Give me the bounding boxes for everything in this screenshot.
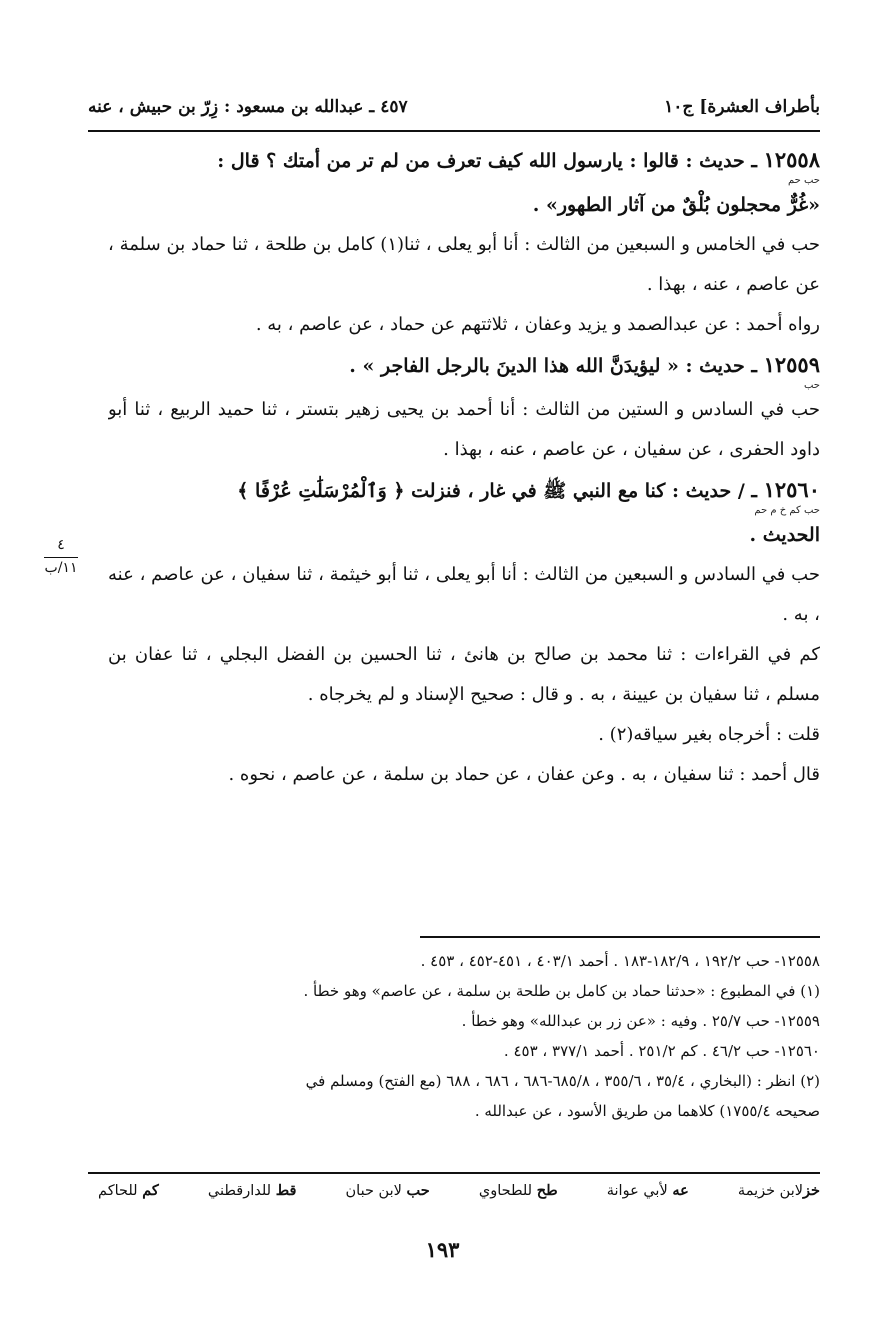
text-line: قلت : أخرجاه بغير سياقه(٢) . <box>598 724 820 745</box>
abbreviation-item <box>607 1182 689 1212</box>
hadith-entry-12560 <box>108 470 820 795</box>
abbreviation-name: لابن خزيمة <box>737 1183 804 1199</box>
abbreviation-item <box>208 1182 296 1212</box>
folio-number: ٤ <box>57 537 65 553</box>
footnote-line: ١٢٥٥٨- حب ١٩٢/٢ ، ١٨٢/٩-١٨٣ . أحمد ٤٠٣/١ ، ٤٥١-٤٥٢ ، ٤٥٣ . <box>420 952 820 970</box>
abbreviation-code: عه <box>672 1182 689 1199</box>
isnad-paragraph <box>108 390 820 470</box>
isnad-paragraph <box>108 305 820 345</box>
footnote-line: ١٢٥٥٩- حب ٢٥/٧ . وفيه : «عن زر بن عبدالله» وهو خطأ . <box>461 1012 820 1030</box>
footnote-rule <box>420 936 820 938</box>
abbreviation-code: كم <box>142 1182 159 1199</box>
text-line: كم في القراءات : ثنا محمد بن صالح بن هانئ ، ثنا الحسين بن الفضل البجلي ، <box>205 644 820 665</box>
main-text <box>108 140 820 920</box>
abbreviation-name: لابن حبان <box>345 1183 402 1199</box>
abbreviation-item <box>98 1182 159 1212</box>
abbreviation-item <box>346 1182 430 1212</box>
text-line: ثنا عفان بن مسلم ، ثنا سفيان بن عيينة ، به . و قال : صحيح الإسناد و لم يخرجاه . <box>108 644 820 705</box>
hadith-entry-12559 <box>108 345 820 470</box>
isnad-paragraph <box>108 225 820 305</box>
abbreviation-key <box>98 1182 820 1212</box>
text-line: سفيان ، عن عاصم ، عنه ، به . <box>108 564 820 625</box>
manuscript-folio-note <box>36 535 86 578</box>
abbreviation-name: للطحاوي <box>478 1183 533 1199</box>
abbreviation-code: طح <box>536 1182 558 1199</box>
footnote-line: (١) في المطبوع : «حدثنا حماد بن كامل بن طلحة بن سلمة ، عن عاصم» وهو خطأ . <box>303 982 820 1000</box>
page-number: ١٩٣ <box>425 1237 460 1262</box>
running-header <box>88 90 820 124</box>
footnote-line: ١٢٥٦٠- حب ٤٦/٢ . كم ٢٥١/٢ . أحمد ٣٧٧/١ ، ٤٥٣ . <box>503 1042 820 1060</box>
abbreviation-item <box>479 1182 558 1212</box>
abbreviation-name: لأبي عوانة <box>606 1183 668 1199</box>
folio-rule <box>44 557 78 558</box>
abbreviation-item <box>738 1182 820 1212</box>
abbreviation-code: خز <box>803 1182 820 1199</box>
hadith-text: ـ حديث : « ليؤيدَنَّ الله هذا الدينَ بالرجل الفاجر » . <box>349 355 757 377</box>
text-line: حماد بن سلمة ، عن عاصم ، عنه ، بهذا . <box>108 234 820 295</box>
text-line: حب في السادس و السبعين من الثالث : أنا أبو يعلى ، ثنا أبو خيثمة ، ثنا <box>296 564 820 585</box>
footnote-line: (٢) انظر : (البخاري ، ٣٥/٤ ، ٣٥٥/٦ ، ٦٨٥/٨-٦٨٦ ، ٦٨٦ ، ٦٨٨ (مع الفتح) ومسلم في <box>305 1072 820 1090</box>
folio-ref: ١١/ب <box>44 560 78 576</box>
hadith-text: ـ حديث : قالوا : يارسول الله كيف تعرف من لم تر من أمتك ؟ قال : <box>217 150 757 172</box>
hadith-text: «غُرٌّ محجلون بُلْقٌ من آثار الطهور» . <box>532 194 820 216</box>
comment-paragraph <box>108 715 820 755</box>
hadith-text: ـ / حديث : كنا مع النبي ﷺ في غار ، فنزلت ﴿ وَٱلْمُرْسَلَٰتِ عُرْفًا ﴾ <box>237 480 757 502</box>
hadith-text: الحديث . <box>749 524 820 546</box>
footnotes <box>108 946 820 1126</box>
hadith-entry-12558 <box>108 140 820 345</box>
text-line: رواه أحمد : عن عبدالصمد و يزيد وعفان ، ثلاثتهم عن حماد ، عن عاصم ، به . <box>255 314 820 335</box>
isnad-paragraph <box>108 635 820 715</box>
abbreviation-code: قط <box>275 1182 297 1199</box>
abbreviation-name: للحاكم <box>98 1183 138 1199</box>
source-marks: حب <box>803 380 820 391</box>
text-line: نحوه . <box>228 764 276 785</box>
footnote-line: صحيحه ١٧٥٥/٤) كلاهما من طريق الأسود ، عن عبدالله . <box>474 1102 820 1120</box>
isnad-paragraph <box>108 755 820 795</box>
source-marks: حب كم خ م حم <box>754 505 820 516</box>
abbreviation-code: حب <box>406 1182 430 1199</box>
isnad-paragraph <box>108 555 820 635</box>
abbreviation-name: للدارقطني <box>207 1183 272 1199</box>
hadith-number: ١٢٥٥٨ <box>763 147 820 172</box>
source-marks: حب حم <box>787 175 820 186</box>
header-chapter-title: ٤٥٧ ـ عبدالله بن مسعود : زِرّ بن حبيش ، عنه <box>88 97 408 117</box>
text-line: حب في السادس و الستين من الثالث : أنا أحمد بن يحيى زهير بتستر ، ثنا <box>261 399 820 420</box>
text-line: قال أحمد : ثنا سفيان ، به . وعن عفان ، عن حماد بن سلمة ، عن عاصم ، <box>281 764 820 785</box>
abbreviation-rule <box>88 1172 820 1174</box>
header-book-title: بأطراف العشرة] ج١٠ <box>664 97 820 117</box>
text-line: حميد الربيع ، ثنا أبو داود الحفرى ، عن سفيان ، عن عاصم ، عنه ، بهذا . <box>108 399 820 460</box>
hadith-number: ١٢٥٥٩ <box>763 352 820 377</box>
hadith-number: ١٢٥٦٠ <box>763 477 820 502</box>
text-line: حب في الخامس و السبعين من الثالث : أنا أبو يعلى ، ثنا(١) كامل بن طلحة ، ثنا <box>231 234 820 255</box>
header-rule <box>88 130 820 132</box>
